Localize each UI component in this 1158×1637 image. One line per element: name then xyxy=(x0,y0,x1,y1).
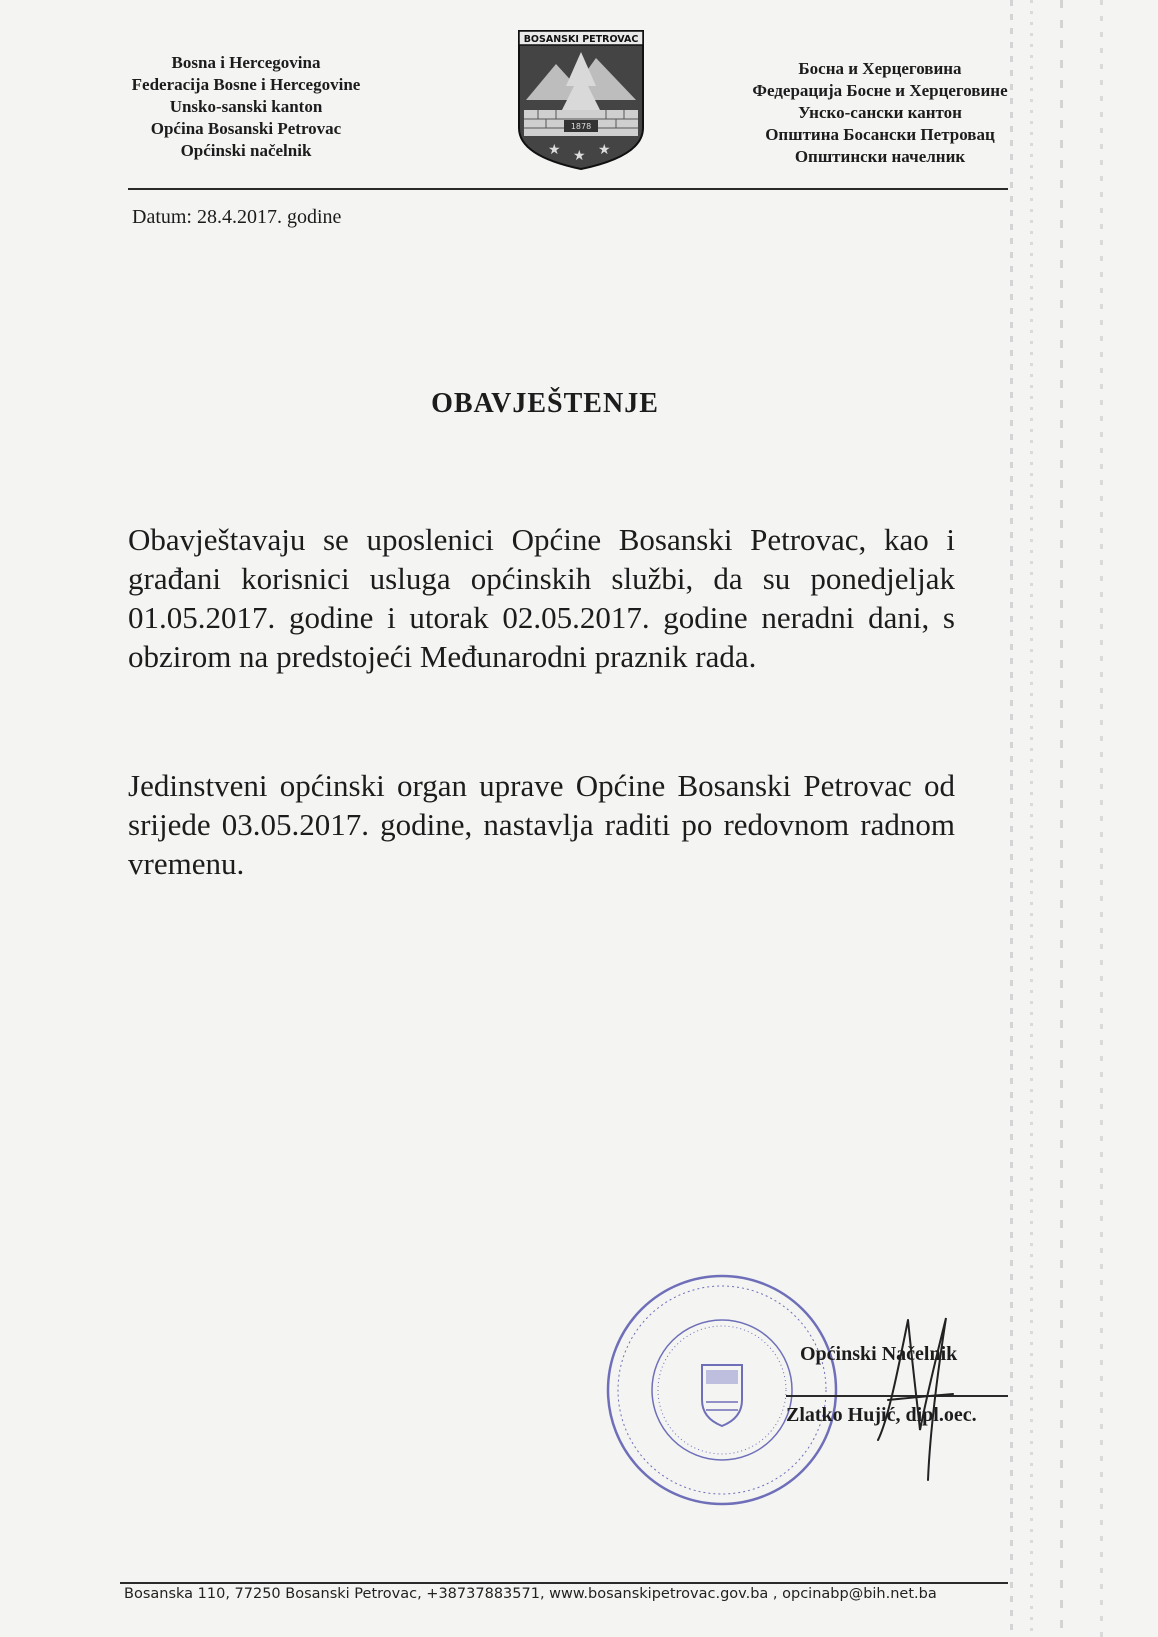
footer-divider xyxy=(120,1582,1008,1584)
header-line: Unsko-sanski kanton xyxy=(169,97,323,116)
header-divider xyxy=(128,188,1008,190)
document-date: Datum: 28.4.2017. godine xyxy=(132,206,342,228)
scan-artifact xyxy=(1030,0,1033,1637)
scan-artifact xyxy=(1010,0,1013,1637)
signatory-name: Zlatko Hujić, dipl.oec. xyxy=(786,1404,977,1426)
header-line: Босна и Херцеговина xyxy=(798,59,962,78)
header-line: Федерација Босне и Херцеговине xyxy=(752,81,1008,100)
svg-text:★: ★ xyxy=(598,143,611,158)
document-title: OBAVJEŠTENJE xyxy=(431,388,659,419)
header-line: Općinski načelnik xyxy=(180,141,312,160)
body-paragraph: Jedinstveni općinski organ uprave Općine Bosanski Petrovac od srijede 03.05.2017. godine, nastavlja raditi po redovnom radnom vremenu. xyxy=(128,768,955,881)
header-latin xyxy=(100,52,392,162)
crest-banner-text: BOSANSKI PETROVAC xyxy=(523,34,639,45)
handwritten-signature-icon xyxy=(868,1310,958,1490)
header-line: Federacija Bosne i Hercegovine xyxy=(131,75,361,94)
header-line: Општина Босански Петровац xyxy=(765,125,995,144)
scan-artifact xyxy=(1100,0,1103,1637)
official-stamp-icon xyxy=(602,1270,842,1510)
svg-text:★: ★ xyxy=(548,143,561,158)
scan-artifact xyxy=(1060,0,1063,1637)
header-line: Bosna i Hercegovina xyxy=(171,53,321,72)
municipality-crest-icon xyxy=(516,28,646,172)
body-paragraph: Obavještavaju se uposlenici Općine Bosanski Petrovac, kao i građani korisnici usluga općinskih službi, da su ponedjeljak 01.05.2017. godine i utorak 02.05.2017. godine neradni dani, s obzirom na predstojeći Međunarodni praznik rada. xyxy=(128,522,955,674)
svg-text:★: ★ xyxy=(573,149,586,164)
header-line: Općina Bosanski Petrovac xyxy=(150,119,342,138)
header-line: Унско-сански кантон xyxy=(798,103,962,122)
signatory-title: Općinski Načelnik xyxy=(800,1343,958,1365)
footer-contact: Bosanska 110, 77250 Bosanski Petrovac, +38737883571, www.bosanskipetrovac.gov.ba , opcinabp@bih.net.ba xyxy=(124,1586,937,1602)
header-line: Општински начелник xyxy=(794,147,966,166)
crest-year: 1878 xyxy=(570,122,592,131)
header-cyrillic xyxy=(730,58,1030,168)
